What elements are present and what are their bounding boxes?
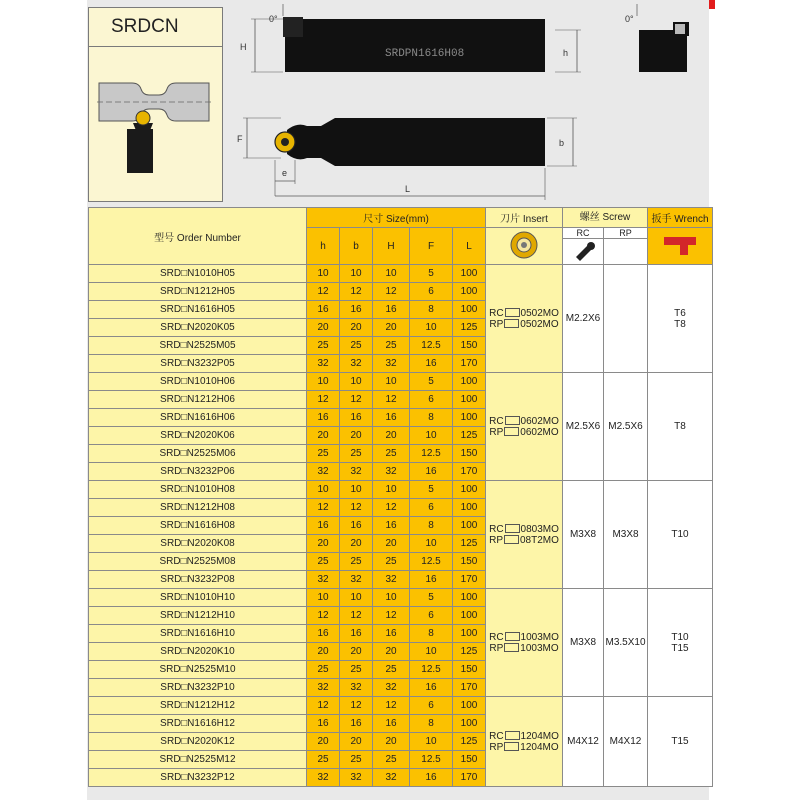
dim-H-cell: 32 [373,355,410,373]
dim-b-cell: 25 [340,661,373,679]
screw-rc-cell: M4X12 [563,697,604,787]
insert-rc-line: RC 0602MO [489,415,559,427]
dim-L-label: L [405,184,411,194]
dim-H-cell: 12 [373,499,410,517]
dim-b-cell: 25 [340,337,373,355]
dim-H-cell: 12 [373,283,410,301]
order-number-cell: SRD□N1010H08 [89,481,307,499]
dim-L-cell: 100 [453,481,486,499]
dim-L-cell: 170 [453,355,486,373]
dim-H-cell: 10 [373,265,410,283]
dim-F-cell: 16 [410,679,453,697]
header-L: L [453,228,486,265]
insert-rp-line: RP 1003MO [489,642,559,654]
dim-L-cell: 125 [453,535,486,553]
dim-H-cell: 25 [373,445,410,463]
checkbox-square-icon [504,427,519,436]
dim-b-cell: 16 [340,715,373,733]
dim-F-cell: 5 [410,589,453,607]
dim-F-cell: 6 [410,697,453,715]
insert-rc-line: RC 1003MO [489,631,559,643]
insert-rp-code: 0502MO [520,318,559,330]
dim-h-cell: 25 [307,751,340,769]
dim-F-cell: 12.5 [410,553,453,571]
dim-L-cell: 100 [453,265,486,283]
order-number-cell: SRD□N2020K08 [89,535,307,553]
order-number-cell: SRD□N3232P10 [89,679,307,697]
dim-h-cell: 10 [307,265,340,283]
dim-F-cell: 8 [410,517,453,535]
angle-left-label: 0° [269,14,278,24]
dim-h-cell: 32 [307,463,340,481]
dim-h-cell: 12 [307,391,340,409]
order-number-cell: SRD□N1212H08 [89,499,307,517]
dim-h-cell: 20 [307,733,340,751]
screw-rc-cell: M2.2X6 [563,265,604,373]
dim-h-cell: 25 [307,553,340,571]
table-row [89,697,713,715]
dim-b-cell: 10 [340,373,373,391]
insert-rp-code: 1204MO [520,741,559,753]
order-number-cell: SRD□N1616H12 [89,715,307,733]
order-number-cell: SRD□N1616H05 [89,301,307,319]
dim-H-label: H [240,42,247,52]
order-number-cell: SRD□N1212H06 [89,391,307,409]
dim-h-cell: 32 [307,769,340,787]
order-number-cell: SRD□N1616H10 [89,625,307,643]
dim-H-cell: 16 [373,625,410,643]
dim-F-cell: 5 [410,265,453,283]
dim-b-cell: 20 [340,319,373,337]
application-diagram [89,47,222,201]
header-screw: 螺丝 Screw [563,208,648,228]
dim-L-cell: 170 [453,679,486,697]
dim-F-cell: 6 [410,499,453,517]
order-number-cell: SRD□N2020K05 [89,319,307,337]
dim-L-cell: 170 [453,571,486,589]
dim-F-cell: 8 [410,301,453,319]
order-number-cell: SRD□N3232P08 [89,571,307,589]
dim-h-cell: 20 [307,427,340,445]
dim-F-cell: 10 [410,733,453,751]
table-row [89,589,713,607]
order-number-cell: SRD□N1616H08 [89,517,307,535]
order-number-cell: SRD□N1212H10 [89,607,307,625]
dim-b-cell: 25 [340,445,373,463]
order-number-cell: SRD□N2020K10 [89,643,307,661]
dim-L-cell: 100 [453,697,486,715]
dim-L-cell: 150 [453,553,486,571]
dim-F-cell: 10 [410,535,453,553]
dim-F-label: F [237,134,243,144]
dim-H-cell: 20 [373,535,410,553]
dim-L-cell: 100 [453,409,486,427]
dim-H-cell: 12 [373,391,410,409]
checkbox-square-icon [505,731,520,740]
dim-b-label: b [559,138,565,148]
dim-H-cell: 16 [373,409,410,427]
checkbox-square-icon [504,643,519,652]
order-number-cell: SRD□N1212H05 [89,283,307,301]
dim-H-cell: 25 [373,661,410,679]
dim-F-cell: 16 [410,571,453,589]
dim-H-cell: 32 [373,463,410,481]
dim-F-cell: 10 [410,319,453,337]
dim-b-cell: 20 [340,535,373,553]
dim-H-cell: 12 [373,697,410,715]
screw-rp-cell: M2.5X6 [604,373,648,481]
order-number-cell: SRD□N2020K12 [89,733,307,751]
dim-b-cell: 16 [340,409,373,427]
dim-h-cell: 12 [307,283,340,301]
red-corner-mark [709,0,715,9]
dim-L-cell: 150 [453,751,486,769]
dim-h-cell: 16 [307,517,340,535]
tool-marking: SRDPN1616H08 [385,48,465,60]
dim-h-cell: 25 [307,445,340,463]
insert-rc-code: 1204MO [520,730,559,742]
wrench-image-cell [648,228,713,265]
dim-h-cell: 10 [307,373,340,391]
checkbox-square-icon [504,742,519,751]
insert-rp-line: RP 1204MO [489,741,559,753]
dim-L-cell: 100 [453,499,486,517]
dim-h-cell: 12 [307,697,340,715]
dim-h-cell: 32 [307,355,340,373]
header-screw-rp: RP [604,228,647,239]
dim-b-cell: 25 [340,751,373,769]
table-row [89,481,713,499]
dim-h-cell: 12 [307,607,340,625]
order-number-cell: SRD□N2525M05 [89,337,307,355]
header-screw-rc: RC [563,228,603,239]
dim-F-cell: 6 [410,391,453,409]
screw-rc-cell: M3X8 [563,481,604,589]
insert-image-cell [486,228,563,265]
insert-rp-code: 08T2MO [520,534,559,546]
tool-drawing [225,0,709,207]
dim-h-cell: 25 [307,337,340,355]
order-number-cell: SRD□N1010H10 [89,589,307,607]
insert-rc-line: RC 0803MO [489,523,559,535]
dim-H-cell: 10 [373,373,410,391]
screw-rc-cell: M3X8 [563,589,604,697]
screw-rp-cell [604,265,648,373]
specification-table [88,207,713,787]
wrench-cell: T10 T15 [648,589,713,697]
dim-F-cell: 12.5 [410,751,453,769]
screw-rc-header-cell [563,228,604,265]
dim-H-cell: 16 [373,301,410,319]
dim-H-cell: 20 [373,733,410,751]
dim-F-cell: 8 [410,715,453,733]
checkbox-square-icon [505,524,520,533]
dim-H-cell: 20 [373,643,410,661]
insert-rp-code: 0602MO [520,426,559,438]
dim-h-cell: 16 [307,409,340,427]
order-number-cell: SRD□N1010H06 [89,373,307,391]
workpiece-diagram-icon [89,47,222,201]
dim-F-cell: 12.5 [410,445,453,463]
insert-cell [486,481,563,589]
dim-b-cell: 12 [340,283,373,301]
dim-b-cell: 10 [340,481,373,499]
dim-H-cell: 20 [373,427,410,445]
dim-b-cell: 32 [340,355,373,373]
dim-H-cell: 25 [373,553,410,571]
dim-F-cell: 12.5 [410,661,453,679]
dim-h-label: h [563,48,569,58]
dim-L-cell: 170 [453,769,486,787]
dim-H-cell: 25 [373,751,410,769]
checkbox-square-icon [504,535,519,544]
dim-L-cell: 100 [453,625,486,643]
dim-h-cell: 25 [307,661,340,679]
dim-F-cell: 8 [410,625,453,643]
insert-rp-code: 1003MO [520,642,559,654]
checkbox-square-icon [505,308,520,317]
dim-b-cell: 32 [340,679,373,697]
dim-h-cell: 20 [307,319,340,337]
dim-h-cell: 20 [307,643,340,661]
dim-F-cell: 12.5 [410,337,453,355]
order-number-cell: SRD□N2525M06 [89,445,307,463]
dim-F-cell: 16 [410,463,453,481]
dim-h-cell: 16 [307,715,340,733]
dim-L-cell: 150 [453,445,486,463]
dim-b-cell: 16 [340,625,373,643]
dim-L-cell: 170 [453,463,486,481]
dim-h-cell: 12 [307,499,340,517]
dim-h-cell: 16 [307,625,340,643]
wrench-cell: T6 T8 [648,265,713,373]
checkbox-square-icon [505,416,520,425]
dim-F-cell: 16 [410,355,453,373]
table-row [89,265,713,283]
insert-rc-code: 0602MO [520,415,559,427]
table-row [89,373,713,391]
dim-L-cell: 100 [453,373,486,391]
dim-h-cell: 16 [307,301,340,319]
dim-H-cell: 32 [373,679,410,697]
dim-F-cell: 6 [410,283,453,301]
dim-L-cell: 125 [453,427,486,445]
dim-b-cell: 10 [340,265,373,283]
dim-h-cell: 10 [307,589,340,607]
dim-F-cell: 8 [410,409,453,427]
insert-cell [486,589,563,697]
wrench-cell: T15 [648,697,713,787]
header-b: b [340,228,373,265]
order-number-cell: SRD□N2525M08 [89,553,307,571]
dim-b-cell: 20 [340,427,373,445]
screw-rp-header-cell [604,228,648,265]
dim-L-cell: 125 [453,733,486,751]
dim-b-cell: 10 [340,589,373,607]
order-number-cell: SRD□N1010H05 [89,265,307,283]
insert-rc-code: 1003MO [520,631,559,643]
dim-b-cell: 20 [340,733,373,751]
wrench-cell: T10 [648,481,713,589]
header-h: h [307,228,340,265]
insert-rp-line: RP 0602MO [489,426,559,438]
insert-rc-line: RC 1204MO [489,730,559,742]
dim-L-cell: 150 [453,661,486,679]
dim-e-label: e [282,168,288,178]
dim-L-cell: 100 [453,391,486,409]
screw-rp-cell: M3X8 [604,481,648,589]
dim-H-cell: 32 [373,769,410,787]
dim-H-cell: 25 [373,337,410,355]
dim-L-cell: 100 [453,589,486,607]
insert-rp-line: RP 08T2MO [489,534,559,546]
product-title: SRDCN [89,8,222,47]
insert-rc-line: RC 0502MO [489,307,559,319]
order-number-cell: SRD□N3232P06 [89,463,307,481]
dim-b-cell: 12 [340,607,373,625]
dim-L-cell: 125 [453,643,486,661]
dim-h-cell: 32 [307,571,340,589]
dim-L-cell: 150 [453,337,486,355]
checkbox-square-icon [505,632,520,641]
dim-b-cell: 16 [340,517,373,535]
insert-rp-line: RP 0502MO [489,318,559,330]
dim-L-cell: 100 [453,607,486,625]
order-number-cell: SRD□N2525M10 [89,661,307,679]
dim-L-cell: 125 [453,319,486,337]
order-number-cell: SRD□N1616H06 [89,409,307,427]
dim-F-cell: 10 [410,427,453,445]
order-number-cell: SRD□N2525M12 [89,751,307,769]
dim-H-cell: 16 [373,517,410,535]
dim-L-cell: 100 [453,283,486,301]
title-panel [88,7,223,202]
screw-rc-cell: M2.5X6 [563,373,604,481]
order-number-cell: SRD□N1212H12 [89,697,307,715]
order-number-cell: SRD□N2020K06 [89,427,307,445]
insert-cell [486,265,563,373]
header-F: F [410,228,453,265]
dim-L-cell: 100 [453,517,486,535]
dim-h-cell: 10 [307,481,340,499]
header-size: 尺寸 Size(mm) [307,208,486,228]
header-insert: 刀片 Insert [486,208,563,228]
order-number-cell: SRD□N3232P05 [89,355,307,373]
wrench-icon [660,233,700,257]
dim-b-cell: 12 [340,499,373,517]
dim-b-cell: 32 [340,463,373,481]
dim-F-cell: 10 [410,643,453,661]
header-order-number: 型号 Order Number [89,208,307,265]
screw-rp-cell: M4X12 [604,697,648,787]
dim-H-cell: 10 [373,589,410,607]
dim-H-cell: 32 [373,571,410,589]
dim-b-cell: 20 [340,643,373,661]
dim-H-cell: 16 [373,715,410,733]
dim-H-cell: 10 [373,481,410,499]
header-wrench: 扳手 Wrench [648,208,713,228]
dim-b-cell: 16 [340,301,373,319]
dim-F-cell: 16 [410,769,453,787]
insert-rc-code: 0502MO [520,307,559,319]
insert-rc-code: 0803MO [520,523,559,535]
screw-icon [568,239,598,261]
wrench-cell: T8 [648,373,713,481]
dim-b-cell: 12 [340,697,373,715]
insert-cell [486,697,563,787]
dim-h-cell: 32 [307,679,340,697]
dim-F-cell: 5 [410,373,453,391]
angle-right-label: 0° [625,14,634,24]
dim-h-cell: 20 [307,535,340,553]
checkbox-square-icon [504,319,519,328]
dim-F-cell: 6 [410,607,453,625]
header-H: H [373,228,410,265]
dim-b-cell: 32 [340,571,373,589]
round-insert-icon [509,230,539,260]
insert-cell [486,373,563,481]
dim-b-cell: 25 [340,553,373,571]
dim-F-cell: 5 [410,481,453,499]
order-number-cell: SRD□N3232P12 [89,769,307,787]
screw-rp-cell: M3.5X10 [604,589,648,697]
dim-b-cell: 32 [340,769,373,787]
dim-b-cell: 12 [340,391,373,409]
dim-L-cell: 100 [453,301,486,319]
dim-H-cell: 20 [373,319,410,337]
dim-L-cell: 100 [453,715,486,733]
dim-H-cell: 12 [373,607,410,625]
